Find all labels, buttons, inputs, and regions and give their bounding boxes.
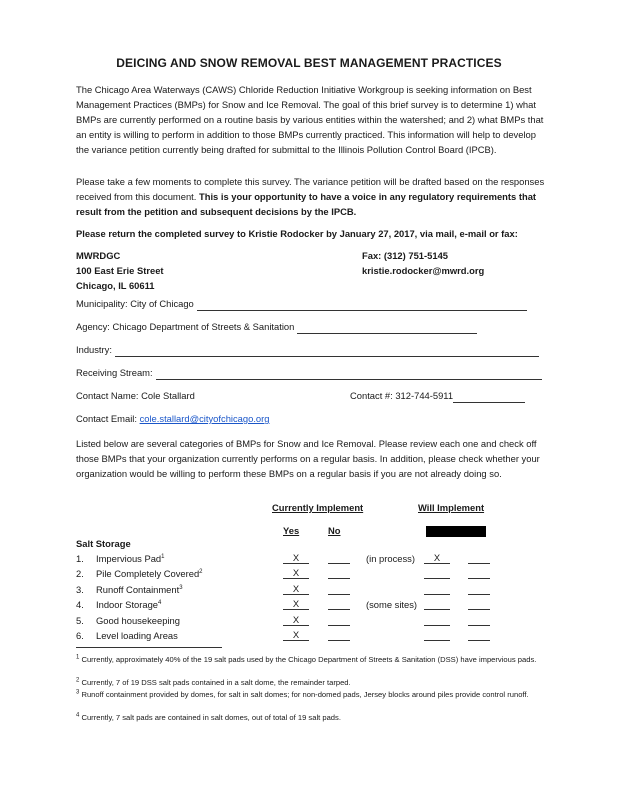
currently-yes-checkbox[interactable]: X <box>283 584 309 595</box>
survey-text: Please take a few moments to complete this survey. The variance petition will be drafted based on the responses received from this document. <box>76 176 545 202</box>
salt-storage-heading: Salt Storage <box>76 538 131 549</box>
currently-no-checkbox[interactable] <box>328 568 350 579</box>
row-label: Impervious Pad$^1$ <box>96 553 165 564</box>
industry-label: Industry: <box>76 344 112 355</box>
bmp-row <box>76 552 516 566</box>
municipality-line <box>197 299 527 311</box>
currently-yes-checkbox[interactable]: X <box>283 599 309 610</box>
row-label: Level loading Areas <box>96 630 178 641</box>
will-yes-checkbox[interactable] <box>424 568 450 579</box>
row-number: 5. <box>76 615 84 626</box>
contact-number-label: Contact #: <box>350 390 393 401</box>
no-header: No <box>328 525 341 536</box>
municipality-field[interactable] <box>76 297 527 311</box>
contact-number-value: 312-744-5911 <box>395 390 454 401</box>
will-yes-checkbox[interactable] <box>424 599 450 610</box>
address-org: MWRDGC <box>76 250 121 261</box>
contact-info <box>362 248 484 278</box>
currently-no-checkbox[interactable] <box>328 584 350 595</box>
will-yes-checkbox[interactable]: X <box>424 553 450 564</box>
instructions-paragraph: Listed below are several categories of BMPs for Snow and Ice Removal. Please review each one and check off those BMPs that your organization currently performs on a regular basis. In addition, please check whether your organization would be willing to perform these BMPs on a regular basis if you are not already doing so. <box>76 438 540 479</box>
industry-line <box>115 345 539 357</box>
contact-email-label: Contact Email: <box>76 413 137 424</box>
will-no-checkbox[interactable] <box>468 568 490 579</box>
row-number: 2. <box>76 568 84 579</box>
receiving-stream-line <box>156 368 542 380</box>
page-title: DEICING AND SNOW REMOVAL BEST MANAGEMENT PRACTICES <box>116 56 502 70</box>
row-number: 3. <box>76 584 84 595</box>
return-instructions: Please return the completed survey to Kristie Rodocker by January 27, 2017, via mail, e-mail or fax: <box>76 228 518 239</box>
footnote-divider <box>76 647 222 648</box>
currently-yes-checkbox[interactable]: X <box>283 553 309 564</box>
bmp-row <box>76 629 516 643</box>
receiving-stream-label: Receiving Stream: <box>76 367 153 378</box>
redacted-box <box>426 526 486 537</box>
address-city: Chicago, IL 60611 <box>76 280 155 291</box>
row-note: (in process) <box>366 553 415 564</box>
bmp-row <box>76 598 516 612</box>
survey-emphasis: This is your opportunity to have a voice in any regulatory requirements that result from the petition and subsequent decisions by the IPCB. <box>76 191 537 217</box>
currently-no-checkbox[interactable] <box>328 615 350 626</box>
footnote-1: $^1$ Currently, approximately 40% of the 19 salt pads used by the Chicago Department of Streets & Sanitation (DSS) have impervious pads. <box>76 654 537 664</box>
bmp-row <box>76 583 516 597</box>
municipality-value: City of Chicago <box>130 298 194 309</box>
mail-address <box>76 248 164 293</box>
row-number: 6. <box>76 630 84 641</box>
return-email: kristie.rodocker@mwrd.org <box>362 265 485 276</box>
contact-name-value: Cole Stallard <box>141 390 195 401</box>
will-yes-checkbox[interactable] <box>424 615 450 626</box>
currently-yes-checkbox[interactable]: X <box>283 630 309 641</box>
currently-yes-checkbox[interactable]: X <box>283 615 309 626</box>
will-no-checkbox[interactable] <box>468 584 490 595</box>
footnote-2: $^2$ Currently, 7 of 19 DSS salt pads contained in a salt dome, the remainder tarped. <box>76 677 351 687</box>
will-yes-checkbox[interactable] <box>424 630 450 641</box>
row-note: (some sites) <box>366 599 418 610</box>
will-no-checkbox[interactable] <box>468 630 490 641</box>
row-label: Runoff Containment$^3$ <box>96 584 183 595</box>
row-label: Pile Completely Covered$^2$ <box>96 568 203 579</box>
footnote-3: $^3$ Runoff containment provided by domes, for salt in salt domes; for non-domed pads, Jersey blocks around piles provide control runoff. <box>76 689 529 699</box>
row-label: Good housekeeping <box>96 615 180 626</box>
yes-header: Yes <box>283 525 300 536</box>
currently-yes-checkbox[interactable]: X <box>283 568 309 579</box>
row-number: 1. <box>76 553 84 564</box>
agency-line <box>297 322 477 334</box>
footnote-4: $^4$ Currently, 7 salt pads are contained in salt domes, out of total of 19 salt pads. <box>76 712 341 722</box>
contact-email-link[interactable]: cole.stallard@cityofchicago.org <box>139 413 270 424</box>
contact-number-line <box>453 391 525 403</box>
will-no-checkbox[interactable] <box>468 553 490 564</box>
agency-field[interactable] <box>76 320 477 334</box>
will-no-checkbox[interactable] <box>468 599 490 610</box>
currently-no-checkbox[interactable] <box>328 630 350 641</box>
intro-paragraph: The Chicago Area Waterways (CAWS) Chloride Reduction Initiative Workgroup is seeking information on Best Management Practices (BMPs) for Snow and Ice Removal. The goal of this brief survey is to determine 1) what BMPs are currently performed on a routine basis by various entities within the watershed; and 2) what BMPs that an entity is willing to perform in addition to those BMPs currently practiced. This information will help to develop the variance petition currently being drafted for submittal to the Illinois Pollution Control Board (IPCB). <box>76 84 544 155</box>
currently-no-checkbox[interactable] <box>328 599 350 610</box>
bmp-row <box>76 567 516 581</box>
currently-implement-header: Currently Implement <box>272 502 364 513</box>
agency-value: Chicago Department of Streets & Sanitation <box>112 321 295 332</box>
will-no-checkbox[interactable] <box>468 615 490 626</box>
industry-field[interactable] <box>76 343 539 357</box>
currently-no-checkbox[interactable] <box>328 553 350 564</box>
row-number: 4. <box>76 599 84 610</box>
contact-name-label: Contact Name: <box>76 390 139 401</box>
will-implement-header: Will Implement <box>418 502 485 513</box>
address-street: 100 East Erie Street <box>76 265 164 276</box>
contact-name-field[interactable] <box>76 389 195 403</box>
contact-number-field[interactable] <box>350 389 525 403</box>
receiving-stream-field[interactable] <box>76 366 542 380</box>
bmp-row <box>76 614 516 628</box>
row-label: Indoor Storage$^4$ <box>96 599 162 610</box>
contact-email-field[interactable] <box>76 412 269 426</box>
agency-label: Agency: <box>76 321 110 332</box>
fax-number: Fax: (312) 751-5145 <box>362 250 448 261</box>
survey-paragraph <box>76 174 546 219</box>
municipality-label: Municipality: <box>76 298 128 309</box>
will-yes-checkbox[interactable] <box>424 584 450 595</box>
